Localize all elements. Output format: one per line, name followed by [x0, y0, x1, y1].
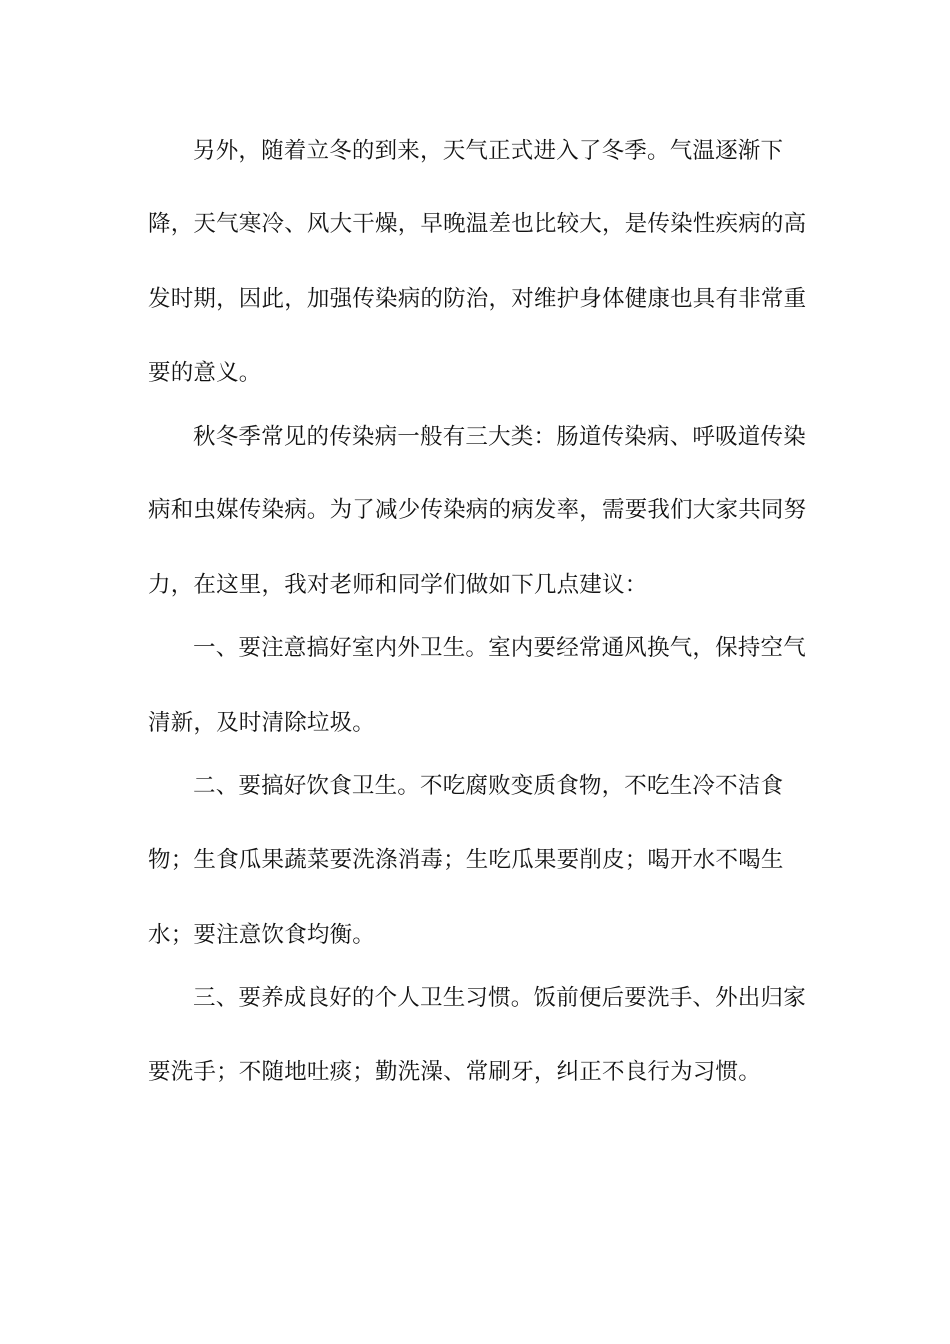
paragraph-line: 病和虫媒传染病。为了减少传染病的病发率，需要我们大家共同努: [148, 497, 807, 523]
paragraph-line: 二、要搞好饮食卫生。不吃腐败变质食物，不吃生冷不洁食: [193, 773, 784, 799]
paragraph-line: 一、要注意搞好室内外卫生。室内要经常通风换气，保持空气: [193, 635, 806, 661]
paragraph-line: 力，在这里，我对老师和同学们做如下几点建议：: [148, 572, 648, 598]
paragraph-line: 发时期，因此，加强传染病的防治，对维护身体健康也具有非常重: [148, 286, 807, 312]
paragraph-line: 要洗手；不随地吐痰；勤洗澡、常刷牙，纠正不良行为习惯。: [148, 1059, 761, 1085]
paragraph-line: 水；要注意饮食均衡。: [148, 922, 376, 948]
paragraph-line: 另外，随着立冬的到来，天气正式进入了冬季。气温逐渐下: [193, 138, 784, 164]
paragraph-line: 降，天气寒冷、风大干燥，早晚温差也比较大，是传染性疾病的高: [148, 211, 807, 237]
paragraph-line: 物；生食瓜果蔬菜要洗涤消毒；生吃瓜果要削皮；喝开水不喝生: [148, 847, 784, 873]
paragraph-line: 秋冬季常见的传染病一般有三大类：肠道传染病、呼吸道传染: [193, 424, 806, 450]
paragraph-line: 清新，及时清除垃圾。: [148, 710, 376, 736]
paragraph-line: 要的意义。: [148, 360, 262, 386]
paragraph-line: 三、要养成良好的个人卫生习惯。饭前便后要洗手、外出归家: [193, 985, 806, 1011]
